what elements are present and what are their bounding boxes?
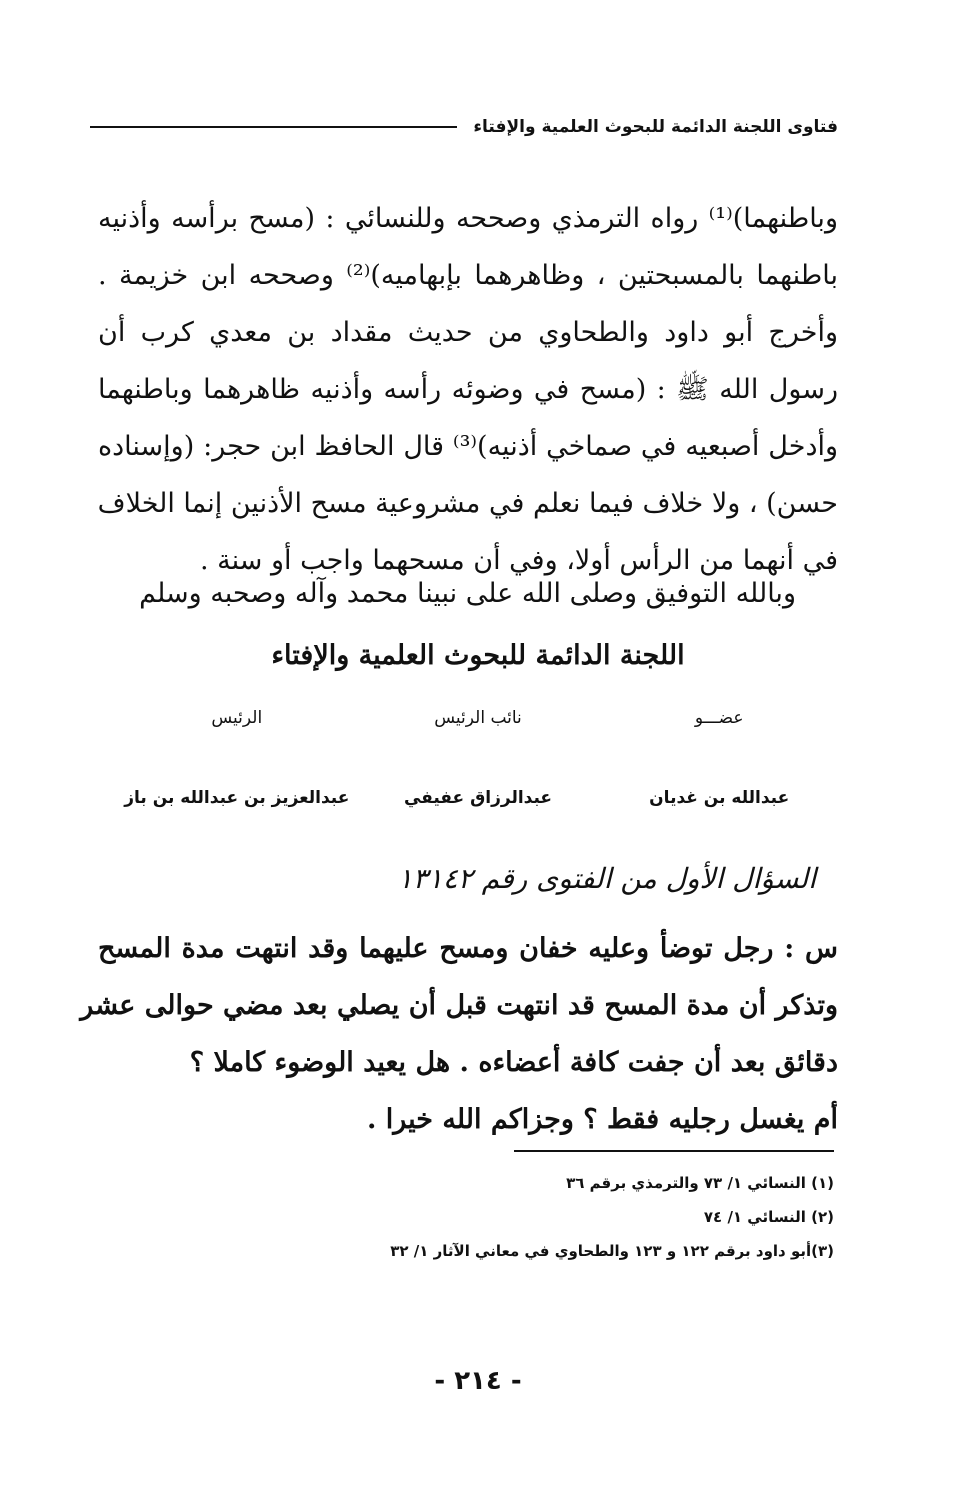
question-line: س : رجل توضأ وعليه خفان ومسح عليهما وقد انتهت مدة المسح [98,933,838,964]
name-member: عبدالله بن غديان [649,788,790,808]
question-title: السؤال الأول من الفتوى رقم ١٣١٤٢ [397,862,816,895]
running-header [90,112,838,142]
question-line: دقائق بعد أن جفت كافة أعضاءه . هل يعيد الوضوء كاملا ؟ [189,1047,838,1078]
footnote: (١) النسائي ١/ ٧٣ والترمذي برقم ٣٦ [566,1174,834,1192]
closing-prayer: وبالله التوفيق وصلى الله على نبينا محمد وآله وصحبه وسلم [139,578,796,609]
paragraph-line: وأخرج أبو داود والطحاوي من حديث مقداد بن معدي كرب أن [98,317,838,348]
footnote: (٢) النسائي ١/ ٧٤ [703,1208,834,1226]
footnote-divider [514,1150,834,1152]
role-president: الرئيس [211,708,263,728]
paragraph-line: وأدخل أصبعيه في صماخي أذنيه)⁽³⁾ قال الحافظ ابن حجر: (وإسناده [98,431,839,462]
footnotes [390,1166,834,1268]
signature-names [118,788,838,808]
paragraph-line: حسن) ، ولا خلاف فيما نعلم في مشروعية مسح الأذنين إنما الخلاف [97,488,838,519]
paragraph-line: وباطنهما)⁽¹⁾ رواه الترمذي وصححه وللنسائي : (مسح برأسه وأذنيه [98,203,838,234]
name-president: عبدالعزيز بن عبدالله بن باز [124,788,350,808]
paragraph-line: في أنهما من الرأس أولا، وفي أن مسحهما واجب أو سنة . [199,545,838,576]
name-vice-president: عبدالرزاق عفيفي [403,788,553,808]
signature-roles [118,708,838,728]
committee-name: اللجنة الدائمة للبحوث العلمية والإفتاء [271,640,685,671]
paragraph-line: رسول الله ﷺ : (مسح في وضوئه رأسه وأذنيه ظاهرهما وباطنهما [98,374,838,405]
role-member: عضـــو [694,708,744,728]
fatwa-paragraph [98,190,838,589]
footnote: (٣)أبو داود برقم ١٢٢ و ١٢٣ والطحاوي في معاني الآثار ١/ ٣٢ [390,1242,834,1260]
header-rule [90,126,457,128]
paragraph-line: باطنهما بالمسبحتين ، وظاهرهما بإبهاميه)⁽²⁾ وصححه ابن خزيمة . [98,260,838,291]
question-body [80,920,838,1148]
question-line: أم يغسل رجليه فقط ؟ وجزاكم الله خيرا . [366,1104,838,1135]
header-title: فتاوى اللجنة الدائمة للبحوث العلمية والإفتاء [473,117,838,137]
role-vice-president: نائب الرئيس [434,708,522,728]
page-number: - ٢١٤ - [434,1366,522,1396]
question-line: وتذكر أن مدة المسح قد انتهت قبل أن يصلي بعد مضي حوالى عشر [80,990,838,1021]
